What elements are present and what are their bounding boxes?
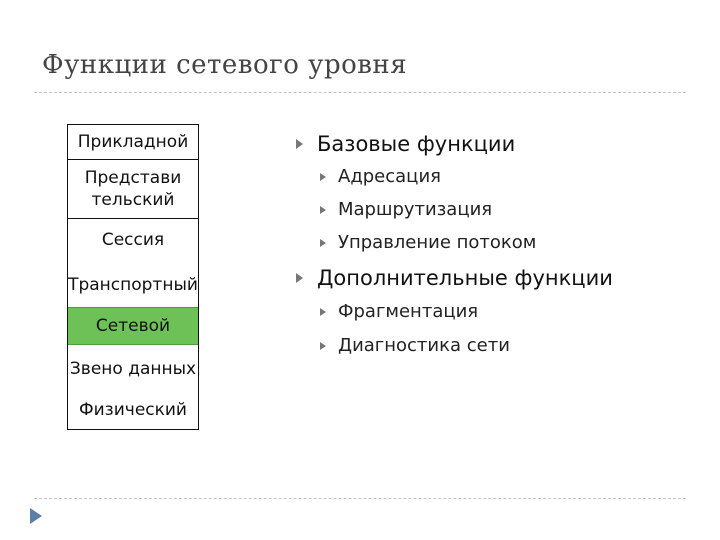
layer-presentation-label-line2: тельский [91,190,175,210]
layer-presentation-label-line1: Представи [84,168,182,188]
triangle-right-icon [320,206,326,214]
title-divider [34,92,686,93]
layer-data-link-label: Звено данных [69,359,197,379]
triangle-right-icon [296,273,303,283]
layer-network-label: Сетевой [95,316,171,336]
bullet-basic-functions [296,132,515,156]
bullet-basic-functions-label: Базовые функции [317,132,516,156]
layer-transport-label: Транспортный [68,275,198,295]
bullet-routing [320,199,492,220]
bullet-additional-functions [296,266,613,290]
next-slide-icon[interactable] [30,508,42,524]
bullet-flow-control [320,232,536,253]
slide-title: Функции сетевого уровня [42,50,408,80]
layer-session-label: Сессия [101,230,165,250]
bullet-flow-control-label: Управление потоком [338,232,537,253]
bullet-addressing [320,166,441,187]
bullet-addressing-label: Адресация [338,166,441,187]
bullet-routing-label: Маршрутизация [338,199,493,220]
layer-transport [68,263,198,307]
triangle-right-icon [320,239,326,247]
bullet-fragmentation [320,301,478,322]
layer-presentation [68,160,198,219]
layer-physical [68,391,198,429]
bullet-network-diagnostics-label: Диагностика сети [338,335,510,356]
layer-data-link [68,347,198,391]
layer-session [68,220,198,260]
bullet-network-diagnostics [320,335,510,356]
osi-layer-stack [67,124,199,430]
layer-application-label: Прикладной [77,132,189,152]
triangle-right-icon [320,342,326,350]
footer-divider [34,498,686,499]
layer-network [68,307,198,345]
triangle-right-icon [320,308,326,316]
bullet-additional-functions-label: Дополнительные функции [317,266,613,290]
layer-physical-label: Физический [79,400,187,420]
bullet-fragmentation-label: Фрагментация [338,301,479,322]
layer-application [68,125,198,160]
triangle-right-icon [296,139,303,149]
triangle-right-icon [320,173,326,181]
